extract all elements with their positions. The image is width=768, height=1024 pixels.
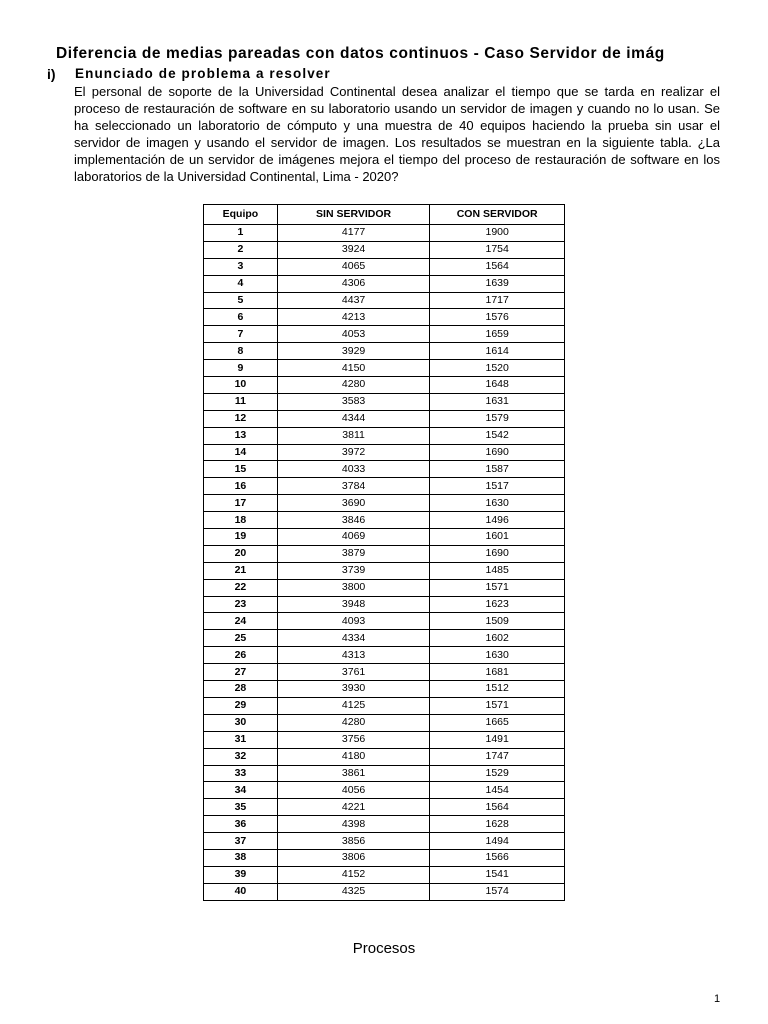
sin-servidor-cell: 4221 — [277, 799, 430, 816]
con-servidor-cell: 1587 — [430, 461, 565, 478]
sin-servidor-cell: 3583 — [277, 393, 430, 410]
table-row — [204, 799, 565, 816]
equipo-cell: 36 — [204, 816, 278, 833]
con-servidor-cell: 1665 — [430, 714, 565, 731]
table-row — [204, 630, 565, 647]
sin-servidor-cell: 3856 — [277, 833, 430, 850]
sin-servidor-cell: 3929 — [277, 343, 430, 360]
table-row — [204, 866, 565, 883]
data-table — [203, 204, 565, 901]
sin-servidor-cell: 4069 — [277, 529, 430, 546]
table-row — [204, 225, 565, 242]
equipo-cell: 3 — [204, 258, 278, 275]
con-servidor-cell: 1542 — [430, 427, 565, 444]
equipo-cell: 40 — [204, 883, 278, 900]
sin-servidor-cell: 3761 — [277, 664, 430, 681]
con-servidor-cell: 1681 — [430, 664, 565, 681]
table-row — [204, 579, 565, 596]
sin-servidor-cell: 4313 — [277, 647, 430, 664]
equipo-cell: 4 — [204, 275, 278, 292]
table-row — [204, 681, 565, 698]
table-row — [204, 782, 565, 799]
equipo-cell: 31 — [204, 731, 278, 748]
sin-servidor-cell: 4280 — [277, 714, 430, 731]
equipo-cell: 29 — [204, 697, 278, 714]
con-servidor-cell: 1614 — [430, 343, 565, 360]
con-servidor-cell: 1630 — [430, 495, 565, 512]
equipo-cell: 34 — [204, 782, 278, 799]
table-header-row — [204, 205, 565, 225]
equipo-cell: 32 — [204, 748, 278, 765]
equipo-cell: 21 — [204, 562, 278, 579]
equipo-cell: 30 — [204, 714, 278, 731]
sin-servidor-cell: 4056 — [277, 782, 430, 799]
table-row — [204, 258, 565, 275]
table-row — [204, 461, 565, 478]
con-servidor-cell: 1571 — [430, 579, 565, 596]
equipo-cell: 11 — [204, 393, 278, 410]
sin-servidor-cell: 3690 — [277, 495, 430, 512]
equipo-cell: 13 — [204, 427, 278, 444]
table-row — [204, 495, 565, 512]
sin-servidor-cell: 4213 — [277, 309, 430, 326]
table-row — [204, 410, 565, 427]
table-row — [204, 883, 565, 900]
sin-servidor-cell: 4325 — [277, 883, 430, 900]
table-row — [204, 529, 565, 546]
con-servidor-cell: 1520 — [430, 360, 565, 377]
con-servidor-cell: 1690 — [430, 444, 565, 461]
con-servidor-cell: 1509 — [430, 613, 565, 630]
con-servidor-cell: 1576 — [430, 309, 565, 326]
sin-servidor-cell: 4334 — [277, 630, 430, 647]
table-body — [204, 225, 565, 901]
con-servidor-cell: 1623 — [430, 596, 565, 613]
table-row — [204, 309, 565, 326]
equipo-cell: 14 — [204, 444, 278, 461]
table-row — [204, 427, 565, 444]
sin-servidor-cell: 4152 — [277, 866, 430, 883]
table-row — [204, 765, 565, 782]
con-servidor-cell: 1648 — [430, 377, 565, 394]
sin-servidor-cell: 4053 — [277, 326, 430, 343]
equipo-cell: 20 — [204, 545, 278, 562]
con-servidor-cell: 1631 — [430, 393, 565, 410]
table-row — [204, 647, 565, 664]
sin-servidor-cell: 4065 — [277, 258, 430, 275]
table-row — [204, 731, 565, 748]
equipo-cell: 37 — [204, 833, 278, 850]
con-servidor-cell: 1754 — [430, 241, 565, 258]
con-servidor-cell: 1602 — [430, 630, 565, 647]
con-servidor-cell: 1454 — [430, 782, 565, 799]
sin-servidor-cell: 3861 — [277, 765, 430, 782]
table-row — [204, 545, 565, 562]
sin-servidor-cell: 4306 — [277, 275, 430, 292]
sin-servidor-cell: 3879 — [277, 545, 430, 562]
equipo-cell: 33 — [204, 765, 278, 782]
equipo-cell: 38 — [204, 849, 278, 866]
con-servidor-cell: 1630 — [430, 647, 565, 664]
con-servidor-cell: 1485 — [430, 562, 565, 579]
table-row — [204, 816, 565, 833]
con-servidor-cell: 1690 — [430, 545, 565, 562]
section-heading: Enunciado de problema a resolver — [75, 66, 331, 81]
sin-servidor-cell: 3972 — [277, 444, 430, 461]
sin-servidor-cell: 4177 — [277, 225, 430, 242]
sin-servidor-cell: 3800 — [277, 579, 430, 596]
sin-servidor-cell: 4180 — [277, 748, 430, 765]
equipo-cell: 28 — [204, 681, 278, 698]
header-sin-servidor: SIN SERVIDOR — [277, 205, 430, 225]
equipo-cell: 17 — [204, 495, 278, 512]
table-row — [204, 664, 565, 681]
header-equipo: Equipo — [204, 205, 278, 225]
equipo-cell: 5 — [204, 292, 278, 309]
table-row — [204, 714, 565, 731]
con-servidor-cell: 1512 — [430, 681, 565, 698]
equipo-cell: 22 — [204, 579, 278, 596]
sin-servidor-cell: 4125 — [277, 697, 430, 714]
con-servidor-cell: 1579 — [430, 410, 565, 427]
procesos-heading: Procesos — [352, 940, 416, 957]
sin-servidor-cell: 4344 — [277, 410, 430, 427]
equipo-cell: 2 — [204, 241, 278, 258]
equipo-cell: 35 — [204, 799, 278, 816]
con-servidor-cell: 1494 — [430, 833, 565, 850]
con-servidor-cell: 1574 — [430, 883, 565, 900]
table-row — [204, 275, 565, 292]
table-row — [204, 377, 565, 394]
problem-statement: El personal de soporte de la Universidad Continental desea analizar el tiempo que se tarda en realizar el proceso de restauración de software en su laboratorio usando un servidor de imagen y cuando no lo usan. Se ha seleccionado un laboratorio de cómputo y una muestra de 40 equipos haciendo la prueba sin usar el servidor de imagen y usando el servidor de imagen. Los resultados se muestran en la siguiente tabla. ¿La implementación de un servidor de imágenes mejora el tiempo del proceso de restauración de software en los laboratorios de la Universidad Continental, Lima - 2020? — [74, 84, 720, 184]
sin-servidor-cell: 4093 — [277, 613, 430, 630]
equipo-cell: 12 — [204, 410, 278, 427]
sin-servidor-cell: 3806 — [277, 849, 430, 866]
sin-servidor-cell: 3948 — [277, 596, 430, 613]
table-row — [204, 444, 565, 461]
sin-servidor-cell: 3784 — [277, 478, 430, 495]
sin-servidor-cell: 4150 — [277, 360, 430, 377]
con-servidor-cell: 1564 — [430, 799, 565, 816]
table-row — [204, 360, 565, 377]
equipo-cell: 8 — [204, 343, 278, 360]
con-servidor-cell: 1639 — [430, 275, 565, 292]
equipo-cell: 16 — [204, 478, 278, 495]
equipo-cell: 23 — [204, 596, 278, 613]
table-row — [204, 849, 565, 866]
con-servidor-cell: 1529 — [430, 765, 565, 782]
equipo-cell: 39 — [204, 866, 278, 883]
sin-servidor-cell: 4398 — [277, 816, 430, 833]
sin-servidor-cell: 3811 — [277, 427, 430, 444]
con-servidor-cell: 1717 — [430, 292, 565, 309]
table-row — [204, 697, 565, 714]
document-title: Diferencia de medias pareadas con datos continuos - Caso Servidor de imág — [56, 45, 665, 62]
table-row — [204, 562, 565, 579]
table-row — [204, 748, 565, 765]
table-row — [204, 326, 565, 343]
con-servidor-cell: 1496 — [430, 512, 565, 529]
table-row — [204, 596, 565, 613]
page-number: 1 — [714, 993, 721, 1005]
con-servidor-cell: 1900 — [430, 225, 565, 242]
table-row — [204, 292, 565, 309]
table-row — [204, 241, 565, 258]
equipo-cell: 7 — [204, 326, 278, 343]
table-row — [204, 478, 565, 495]
table-row — [204, 833, 565, 850]
sin-servidor-cell: 3756 — [277, 731, 430, 748]
con-servidor-cell: 1564 — [430, 258, 565, 275]
equipo-cell: 15 — [204, 461, 278, 478]
equipo-cell: 1 — [204, 225, 278, 242]
table-row — [204, 343, 565, 360]
sin-servidor-cell: 3739 — [277, 562, 430, 579]
header-con-servidor: CON SERVIDOR — [430, 205, 565, 225]
con-servidor-cell: 1491 — [430, 731, 565, 748]
con-servidor-cell: 1541 — [430, 866, 565, 883]
equipo-cell: 18 — [204, 512, 278, 529]
con-servidor-cell: 1571 — [430, 697, 565, 714]
equipo-cell: 19 — [204, 529, 278, 546]
table-row — [204, 613, 565, 630]
equipo-cell: 26 — [204, 647, 278, 664]
con-servidor-cell: 1601 — [430, 529, 565, 546]
table-row — [204, 512, 565, 529]
con-servidor-cell: 1517 — [430, 478, 565, 495]
sin-servidor-cell: 3924 — [277, 241, 430, 258]
sin-servidor-cell: 3930 — [277, 681, 430, 698]
equipo-cell: 6 — [204, 309, 278, 326]
table-row — [204, 393, 565, 410]
con-servidor-cell: 1659 — [430, 326, 565, 343]
con-servidor-cell: 1628 — [430, 816, 565, 833]
con-servidor-cell: 1747 — [430, 748, 565, 765]
equipo-cell: 24 — [204, 613, 278, 630]
sin-servidor-cell: 4033 — [277, 461, 430, 478]
sin-servidor-cell: 4437 — [277, 292, 430, 309]
equipo-cell: 25 — [204, 630, 278, 647]
con-servidor-cell: 1566 — [430, 849, 565, 866]
equipo-cell: 9 — [204, 360, 278, 377]
equipo-cell: 10 — [204, 377, 278, 394]
section-number: i) — [47, 66, 56, 82]
equipo-cell: 27 — [204, 664, 278, 681]
sin-servidor-cell: 4280 — [277, 377, 430, 394]
sin-servidor-cell: 3846 — [277, 512, 430, 529]
